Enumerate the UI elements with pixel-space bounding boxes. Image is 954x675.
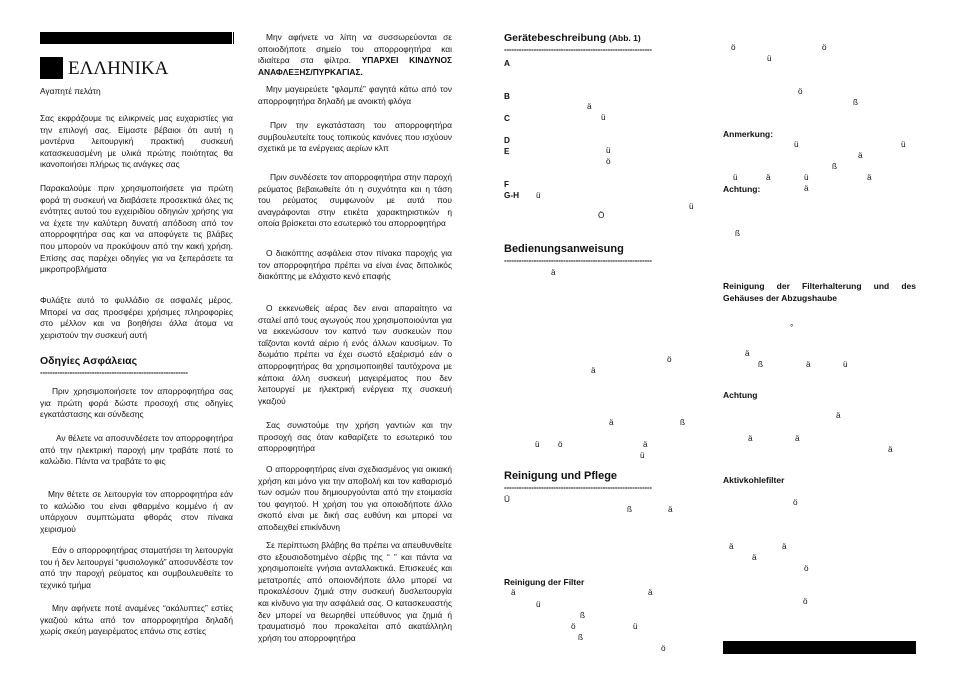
cleaning-divider: ------------------------------------------------------------	[504, 483, 652, 492]
umlaut-char: ä	[795, 434, 800, 443]
umlaut-char: ß	[580, 611, 586, 620]
umlaut-char: ü	[733, 173, 738, 182]
umlaut-char: ä	[668, 505, 673, 514]
note-label: Anmerkung:	[723, 129, 774, 139]
greeting: Αγαπητέ πελάτη	[40, 86, 101, 96]
language-marker-block	[40, 57, 63, 79]
device-description-figure-ref: (Abb. 1)	[609, 33, 641, 43]
umlaut-char: ü	[804, 173, 809, 182]
umlaut-char: ü	[535, 440, 540, 449]
umlaut-char: ö	[571, 622, 576, 631]
umlaut-char: ä	[858, 151, 863, 160]
gloves-note: Σας συνιστούμε την χρήση γαντιών και την προσοχή σας όταν καθαρίζετε το εσωτερικό του απορροφητήρα	[258, 420, 452, 454]
umlaut-char: ö	[804, 564, 809, 573]
part-label-d: D	[504, 136, 510, 145]
grease-warning-text: Μην αφήνετε να λίπη να συσσωρεύονται σε οποιοδήποτε σημείο του απορροφητήρα και ιδιαίτερα στα φίλτρα.	[258, 32, 452, 66]
operating-instructions-heading: Bedienungsanweisung	[504, 243, 624, 255]
ventilation-note: Ο εκκενωθείς αέρας δεν ειναι απαραίτητο να σταλεί από τους αγωγούς που χρησιμοποιούνται για να εκκενώσουν τον καπνό των συσκευών που ταΐζονται κοντά αέριο ή ενός άλλων καυσίμων. Το δωμάτιο πρέπει να έχει σωστό εξαέρισμό εάν ο απορροφητήρας θα χρησιμοποιηθεί ταυτόχρονα με κάποια άλλη συσκευή μαγειρέματος που δεν λειτουργεί με ηλεκτρική ενέργεια πχ συσκευή γκαζιού	[258, 303, 452, 406]
umlaut-char: ä	[867, 173, 872, 182]
part-label-a: A	[504, 59, 510, 68]
language-title: ΕΛΛΗΝΙΚΑ	[68, 58, 169, 79]
umlaut-char: ß	[680, 418, 686, 427]
caution-heading: Achtung	[723, 390, 758, 400]
instructions-paragraph: Παρακαλούμε πριν χρησιμοποιήσετε για πρώτη φορά τη συσκευή να διαβάσετε προσεκτικά όλες τις ενότητες αυτού του εγχειριδίου οδηγιών χρήσης για να έχετε την καλύτερη δυνατή απόδοση από τον απορροφητήρα σας και να αποφύγετε τις βλάβες που μπορούν να προκύψουν από την κακή χρήση. Επίσης σας παρέχει οδηγίες για να ξεπεράσετε τα μικροπροβλήματα	[40, 183, 233, 275]
umlaut-char: ö	[667, 355, 672, 364]
umlaut-char: ö	[803, 597, 808, 606]
umlaut-char: ü	[536, 191, 541, 200]
umlaut-char: ä	[804, 184, 809, 193]
umlaut-char: ü	[794, 140, 799, 149]
umlaut-char: ä	[888, 445, 893, 454]
umlaut-char: ä	[643, 440, 648, 449]
safety-divider: ------------------------------------------------------------	[40, 368, 188, 377]
footer-bar	[723, 641, 916, 654]
umlaut-char: ü	[901, 140, 906, 149]
local-rules-note: Πριν την εγκατάσταση του απορροφητήρα συμβουλευτείτε τους τοπικούς κανόνες που ισχύουν σχετικά με τα ενέργειας αερίων κλπ	[258, 120, 452, 154]
safety-heading: Οδηγίες Ασφάλειας	[40, 355, 138, 367]
umlaut-char: ü	[536, 600, 541, 609]
umlaut-char: ä	[766, 173, 771, 182]
umlaut-char: ü	[633, 622, 638, 631]
part-label-b: B	[504, 92, 510, 101]
umlaut-char: ä	[648, 588, 653, 597]
umlaut-char: ö	[798, 87, 803, 96]
umlaut-char: ä	[551, 268, 556, 277]
fire-hazard-warning: ΥΠΑΡΧΕΙ ΚΙΝΔΥΝΟΣ ΑΝΑΦΛΕΞΗΣ/ΠΥΡΚΑΓΙΑΣ.	[258, 55, 453, 77]
umlaut-char: Ü	[504, 495, 510, 504]
safety-note-3: Μην θέτετε σε λειτουργία τον απορροφητήρα εάν το καλώδιο του είναι φθαρμένο κομμένο ή αν υπάρχουν συμπτώματα φθοράς στον πίνακα χειρισμού	[40, 489, 233, 534]
umlaut-char: ä	[836, 411, 841, 420]
umlaut-char: ä	[806, 360, 811, 369]
cleaning-heading: Reinigung und Pflege	[504, 470, 618, 482]
part-label-f: F	[504, 180, 510, 189]
device-description-title: Gerätebeschreibung	[504, 32, 607, 44]
umlaut-char: ü	[689, 202, 694, 211]
caution-label: Achtung:	[723, 184, 761, 194]
part-label-e: E	[504, 147, 510, 156]
umlaut-char: ü	[767, 54, 772, 63]
filter-cleaning-heading: Reinigung der Filter	[504, 577, 585, 587]
device-description-divider: ------------------------------------------------------------	[504, 45, 652, 54]
safety-note-2: Αν θέλετε να αποσυνδέσετε τον απορροφητήρα από την ηλεκτρική παροχή μην τραβάτε ποτέ το καλώδιο. Πάντα να τραβάτε το φις	[40, 433, 233, 467]
safety-switch-note: Ο διακόπτης ασφάλεια στον πίνακα παροχής για τον απορροφητήρα πρέπει να είναι ένας διπολικός διακόπτης με ελάχιστο κενό επαφής	[258, 248, 452, 282]
umlaut-char: ü	[606, 146, 611, 155]
part-label-gh: G-H	[504, 191, 520, 200]
flambe-warning: Μην μαγειρεύετε “φλαμπέ” φαγητά κάτω από τον απορροφητήρα δηλαδή με ανοικτή φλόγα	[258, 84, 452, 106]
part-label-c: C	[504, 114, 510, 123]
umlaut-char: Ö	[598, 211, 605, 220]
degree-char: °	[790, 323, 794, 332]
umlaut-char: ä	[782, 542, 787, 551]
device-description-heading	[504, 32, 641, 44]
umlaut-char: ö	[793, 498, 798, 507]
umlaut-char: ü	[843, 360, 848, 369]
intended-use-note: Ο απορροφητήρας είναι σχεδιασμένος για οικιακή χρήση και μόνο για την αποβολή και τον καθαρισμό των οσμών που δημιουργούνται από την ετοιμασία του φαγητού. Η χρήση του για οποιοδήποτε άλλο σκοπό είναι με δική σας ευθύνη και μπορεί να αποδειχθεί επικίνδυνη	[258, 464, 452, 532]
grease-warning-paragraph	[258, 32, 452, 78]
umlaut-char: ß	[578, 633, 584, 642]
safety-note-4: Εάν ο απορροφητήρας σταματήσει τη λειτουργία του ή δεν λειτουργεί “φυσιολογικά” αποσυνδέστε τον από την παροχή ρεύματος και συμβουλευθείτε το τεχνικό τμήμα	[40, 545, 233, 590]
umlaut-char: ä	[729, 542, 734, 551]
umlaut-char: ä	[587, 102, 592, 111]
umlaut-char: ö	[558, 440, 563, 449]
umlaut-char: ß	[758, 360, 764, 369]
umlaut-char: ä	[591, 366, 596, 375]
umlaut-char: ä	[609, 418, 614, 427]
umlaut-char: ä	[511, 588, 516, 597]
safety-note-5: Μην αφήνετε ποτέ αναμένες “ακάλυπτες” εστίες γκαζιού κάτω από τον απορροφητήρα δηλαδή χωρίς σκεύη μαγειρέματος επάνω στις εστίες	[40, 603, 233, 637]
header-bar-tick	[233, 32, 234, 44]
umlaut-char: ü	[640, 451, 645, 460]
umlaut-char: ö	[822, 43, 827, 52]
umlaut-char: ü	[601, 113, 606, 122]
umlaut-char: ß	[853, 98, 859, 107]
umlaut-char: ß	[735, 229, 741, 238]
umlaut-char: ö	[731, 43, 736, 52]
power-connection-note: Πριν συνδέσετε τον απορροφητήρα στην παροχή ρεύματος βεβαιωθείτε ότι η συχνότητα και η τάση του ρεύματος συμφωνούν με αυτά που αναγράφονται στην ετικέτα χαρακτηριστικών η οποία βρίσκεται στο εσωτερικό του απορροφητήρα	[258, 172, 452, 229]
service-note: Σε περίπτωση βλάβης θα πρέπει να απευθυνθείτε στο εξουσιοδοτημένο σέρβις της “ ” και πάντα να χρησιμοποιείτε γνήσια ανταλλακτικά. Επισκευές και μετατροπές από οποιονδήποτε άλλο μπορεί να προκαλέσουν ζημιά στην συσκευή δυσλειτουργία και κίνδυνο για την ασφάλειά σας. Ο κατασκευαστής δεν μπορεί να θεωρηθεί υπεύθυνος για ζημιά ή τραυματισμό που προκαλείται από ακατάλληλη χρήση του απορροφητήρα	[258, 540, 452, 643]
umlaut-char: ß	[832, 162, 838, 171]
keep-booklet-paragraph: Φυλάξτε αυτό το φυλλάδιο σε ασφαλές μέρος. Μπορεί να σας προσφέρει χρήσιμες πληροφορίες στο μέλλον και να βοηθήσει άλλα άτομα να χειριστούν την συσκευή αυτή	[40, 295, 233, 340]
umlaut-char: ä	[748, 434, 753, 443]
carbon-filter-heading: Aktivkohlefilter	[723, 475, 785, 485]
safety-note-1: Πριν χρησιμοποιήσετε τον απορροφητήρα σας για πρώτη φορά δώστε προσοχή στις οδηγίες εγκατάστασης και σύνδεσης	[40, 386, 233, 420]
intro-paragraph: Σας εκφράζουμε τις ειλικρινείς μας ευχαριστίες για την επιλογή σας. Είμαστε βέβαιοι ότι αυτή η μοντέρνα λειτουργική πρακτική συσκευή κατασκευασμένη με υλικά πρώτης ποιότητας θα ικανοποιήσει πλήρως τις ανάγκες σας	[40, 113, 233, 170]
operating-instructions-divider: ------------------------------------------------------------	[504, 256, 652, 265]
filter-holder-cleaning-heading: Reinigung der Filterhalterung und des Gehäuses der Abzugshaube	[723, 281, 916, 303]
umlaut-char: ä	[752, 553, 757, 562]
umlaut-char: ä	[745, 349, 750, 358]
umlaut-char: ß	[627, 505, 633, 514]
header-bar	[40, 32, 232, 44]
umlaut-char: ö	[606, 157, 611, 166]
umlaut-char: ö	[661, 644, 666, 653]
